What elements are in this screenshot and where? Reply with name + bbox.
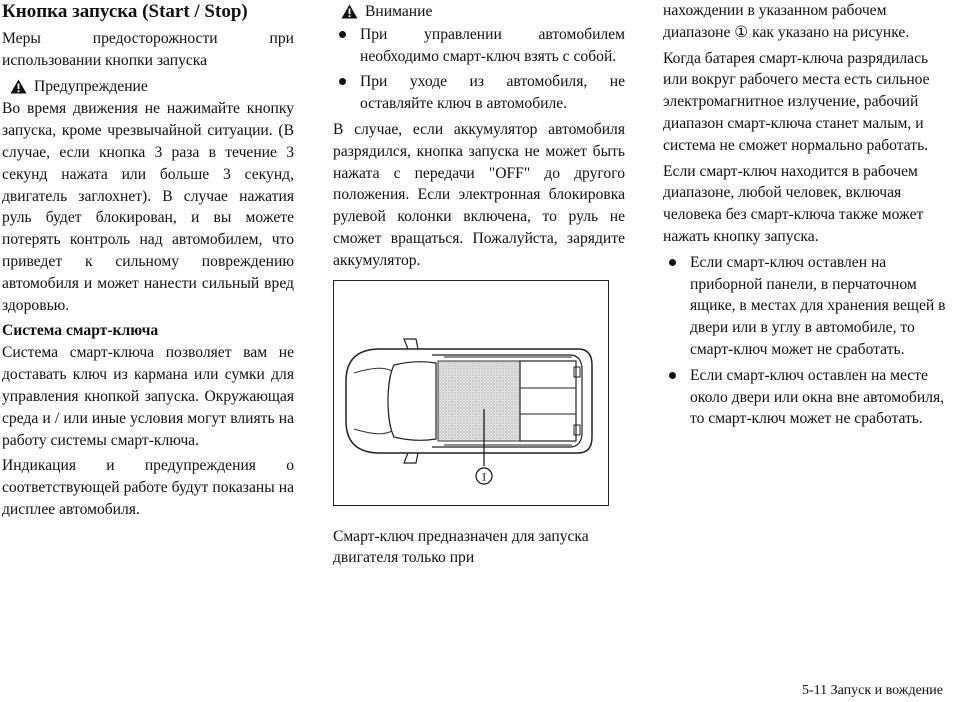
anyone-can-press-paragraph: Если смарт-ключ находится в рабочем диапазоне, любой человек, включая человека без смарт-ключа также может нажать кнопку запуска. — [663, 162, 924, 245]
windshield-outline — [388, 361, 436, 440]
section-paragraph-2: Индикация и предупреждения о соответствующей работе будут показаны на дисплее автомобиля. — [2, 457, 294, 518]
callout-number: 1 — [481, 469, 487, 484]
list-item — [663, 252, 953, 361]
figure-caption: Смарт-ключ предназначен для запуска двигателя только при — [333, 527, 589, 567]
car-topview-diagram — [334, 281, 608, 505]
bullet-icon — [339, 78, 346, 85]
warning-text: Во время движения не нажимайте кнопку запуска, кроме чрезвычайной ситуации. (В случае, если кнопка 3 раза в течение 3 секунд нажата или больше 3 секунд, двигатель заглохнет). В случае нажатия руль будет блокирован, и вы можете потерять контроль над автомобилем, что приведет к сильному повреждению автомобиля и может нанести сильный вред здоровью. — [2, 100, 294, 314]
section-paragraph-1: Система смарт-ключа позволяет вам не доставать ключ из кармана или сумки для управления кнопкой запуска. Окружающая среда и / или иные условия могут влиять на работу системы смарт-ключа. — [2, 344, 294, 449]
bullet-icon — [669, 372, 676, 379]
list-item-text: При уходе из автомобиля, не оставляйте ключ в автомобиле. — [360, 73, 625, 113]
list-item — [663, 365, 953, 430]
caution-header — [333, 1, 625, 23]
warning-triangle-icon — [10, 79, 27, 94]
list-item-text: При управлении автомобилем необходимо смарт-ключ взять с собой. — [360, 25, 625, 65]
warning-triangle-icon — [341, 4, 358, 19]
bullet-icon — [669, 259, 676, 266]
section-title: Система смарт-ключа — [2, 322, 159, 340]
mirror-right — [404, 453, 418, 463]
warning-header — [2, 76, 294, 98]
list-item — [333, 24, 625, 68]
car-diagram-figure — [333, 280, 609, 506]
list-item-text: Если смарт-ключ оставлен на приборной панели, в перчаточном ящике, в местах для хранения вещей в двери или в углу в автомобиле, то смарт-ключ может не сработать. — [690, 253, 946, 358]
caution-label: Внимание — [365, 3, 433, 20]
mirror-left — [404, 339, 418, 349]
list-item-text: Если смарт-ключ оставлен на месте около двери или окна вне автомобиля, то смарт-ключ может не сработать. — [690, 366, 945, 428]
precautions-heading: Меры предосторожности при использовании кнопки запуска — [2, 30, 294, 69]
warning-label: Предупреждение — [34, 77, 148, 95]
battery-low-paragraph: Когда батарея смарт-ключа разрядилась или вокруг рабочего места есть сильное электромагнитное излучение, рабочий диапазон смарт-ключа станет малым, и система не сможет нормально работать. — [663, 49, 930, 154]
page-footer: 5-11 Запуск и вождение — [801, 683, 943, 698]
column-left — [2, 0, 294, 525]
column-right — [663, 0, 953, 434]
range-paragraph: нахождении в указанном рабочем диапазоне ① как указано на рисунке. — [663, 2, 910, 41]
rear-cargo-area — [520, 361, 576, 441]
page-title: Кнопка запуска (Start / Stop) — [2, 1, 248, 22]
column-middle — [333, 0, 625, 573]
battery-paragraph: В случае, если аккумулятор автомобиля разрядился, кнопка запуска не может быть нажата с передачи "OFF" до другого положения. Если электронная блокировка рулевой колонки включена, то руль не сможет вращаться. Пожалуйста, зарядите аккумулятор. — [333, 120, 625, 269]
list-item — [333, 71, 625, 115]
bullet-icon — [339, 31, 346, 38]
key-operating-zone — [438, 361, 520, 441]
